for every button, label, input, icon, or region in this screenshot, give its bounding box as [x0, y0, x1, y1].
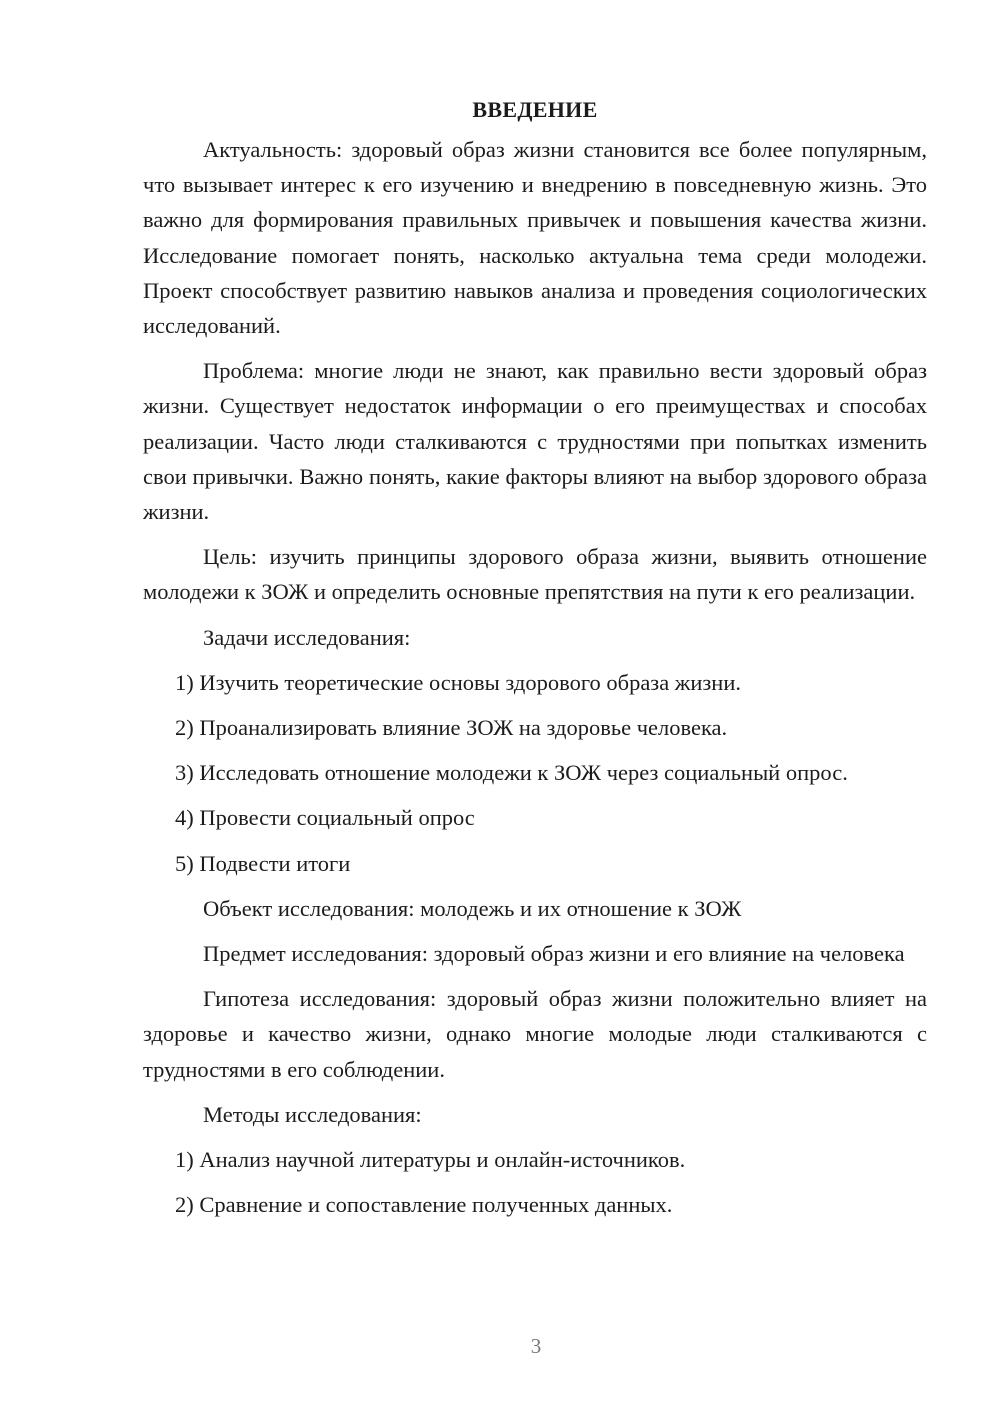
- methods-heading: Методы исследования:: [203, 1101, 422, 1127]
- object-line: Объект исследования: молодежь и их отношение к ЗОЖ: [203, 895, 742, 921]
- task-item: 2) Проанализировать влияние ЗОЖ на здоровье человека.: [175, 715, 728, 741]
- page-number: 3: [530, 1334, 542, 1358]
- tasks-list: [143, 665, 927, 881]
- relevance-paragraph: Актуальность: здоровый образ жизни становится все более популярным, что вызывает интерес к его изучению и внедрению в повседневную жизнь. Это важно для формирования правильных привычек и повышения качества жизни. Исследование помогает понять, насколько актуальна тема среди молодежи. Проект способствует развитию навыков анализа и проведения социологических исследований.: [143, 137, 927, 339]
- task-item: 3) Исследовать отношение молодежи к ЗОЖ через социальный опрос.: [175, 760, 848, 786]
- task-item: 1) Изучить теоретические основы здорового образа жизни.: [175, 669, 741, 695]
- task-item: 5) Подвести итоги: [175, 850, 351, 876]
- hypothesis-paragraph: Гипотеза исследования: здоровый образ жизни положительно влияет на здоровье и качество жизни, однако многие молодые люди сталкиваются с трудностями в его соблюдении.: [143, 986, 927, 1082]
- goal-paragraph: Цель: изучить принципы здорового образа жизни, выявить отношение молодежи к ЗОЖ и определить основные препятствия на пути к его реализации.: [143, 544, 927, 605]
- method-item: 2) Сравнение и сопоставление полученных данных.: [175, 1192, 673, 1218]
- tasks-heading: Задачи исследования:: [203, 624, 411, 650]
- method-item: 1) Анализ научной литературы и онлайн-источников.: [175, 1147, 686, 1173]
- problem-paragraph: Проблема: многие люди не знают, как правильно вести здоровый образ жизни. Существует недостаток информации о его преимуществах и способах реализации. Часто люди сталкиваются с трудностями при попытках изменить свои привычки. Важно понять, какие факторы влияют на выбор здорового образа жизни.: [143, 358, 927, 525]
- section-title: ВВЕДЕНИЕ: [472, 97, 598, 122]
- task-item: 4) Провести социальный опрос: [175, 805, 475, 831]
- page-content: [143, 92, 927, 1232]
- methods-list: [143, 1142, 927, 1222]
- subject-paragraph: Предмет исследования: здоровый образ жизни и его влияние на человека: [203, 941, 905, 967]
